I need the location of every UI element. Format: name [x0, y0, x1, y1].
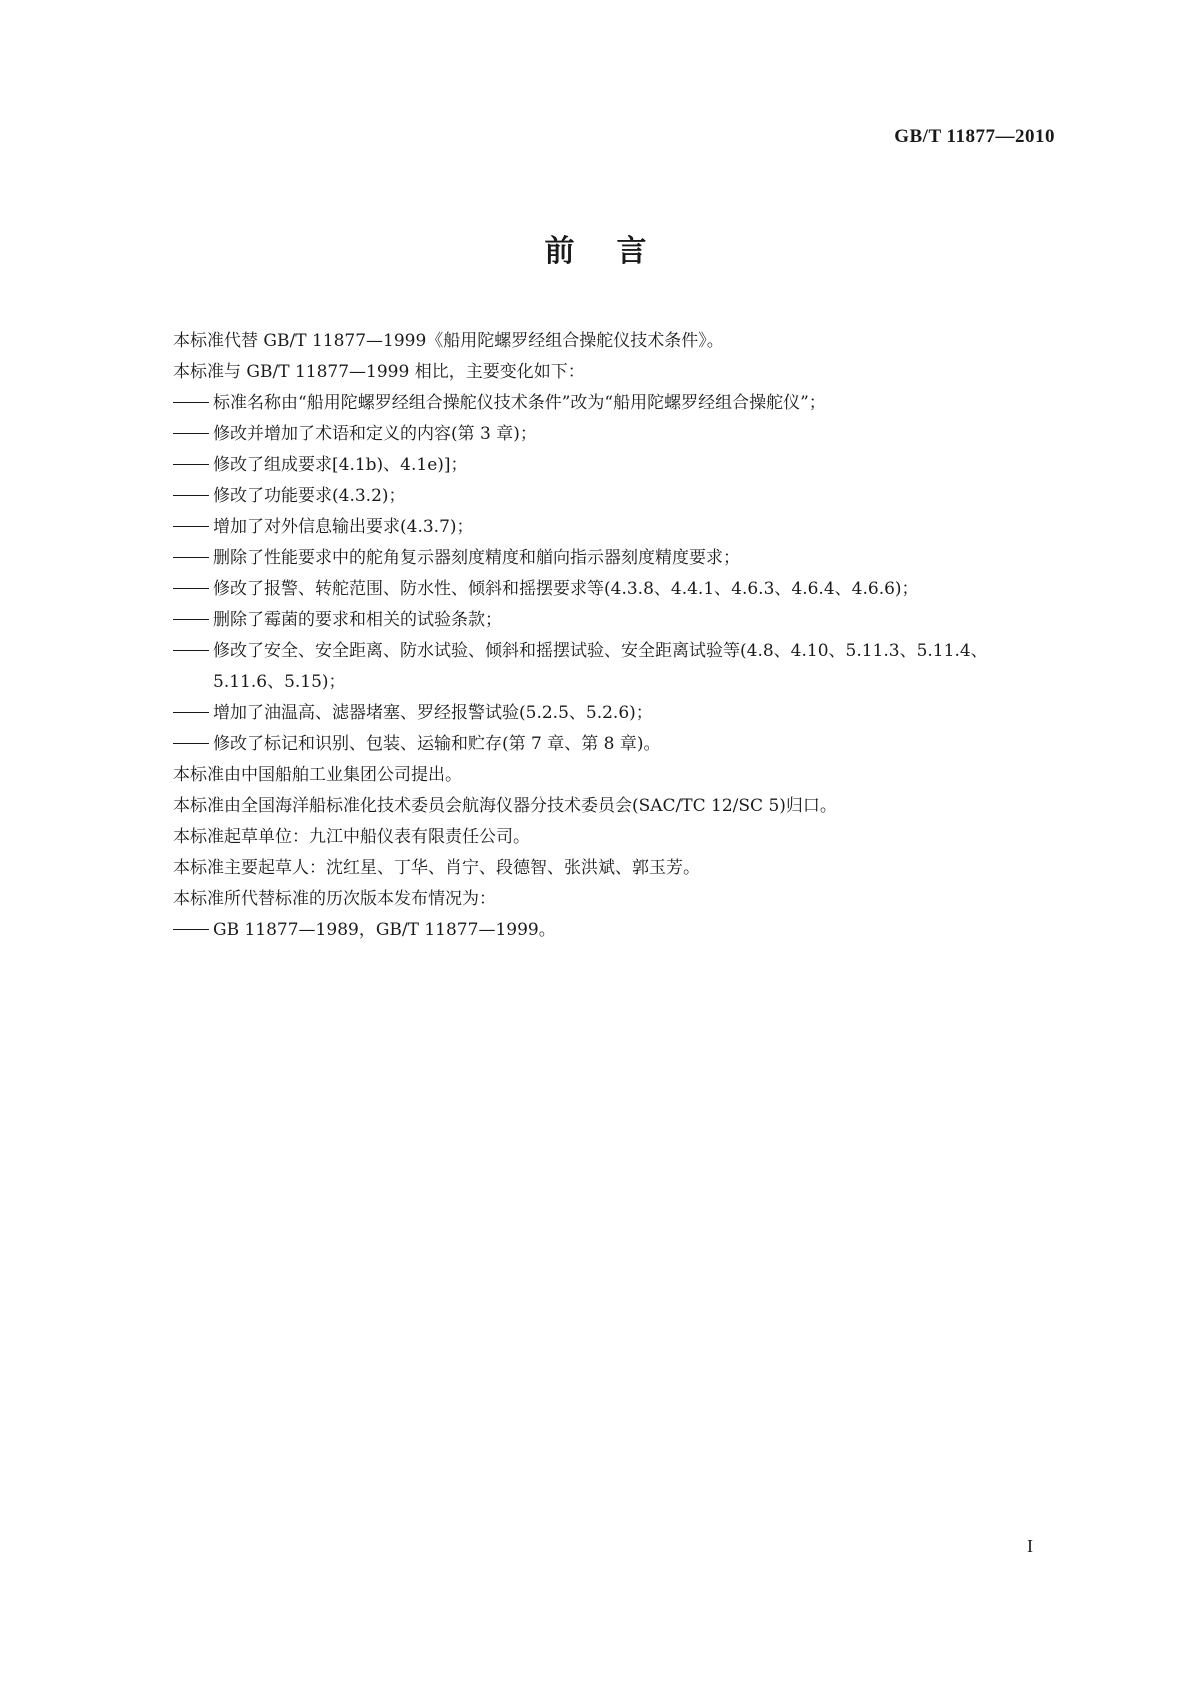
change-item — [173, 698, 1073, 729]
paragraph-drafting-unit: 本标准起草单位：九江中船仪表有限责任公司。 — [173, 827, 530, 847]
dash-marker — [173, 712, 209, 713]
dash-marker — [173, 402, 209, 403]
paragraph-history-intro: 本标准所代替标准的历次版本发布情况为： — [173, 889, 496, 909]
dash-marker — [173, 929, 209, 930]
paragraph-jurisdiction: 本标准由全国海洋船标准化技术委员会航海仪器分技术委员会(SAC/TC 12/SC 5)归口。 — [173, 796, 837, 816]
standard-number: GB/T 11877—2010 — [894, 126, 1055, 147]
change-item — [173, 388, 1073, 419]
change-item-text: 修改了组成要求[4.1b)、4.1e)]； — [213, 455, 468, 475]
change-item-text: 修改并增加了术语和定义的内容(第 3 章)； — [213, 424, 537, 444]
paragraph-drafters: 本标准主要起草人：沈红星、丁华、肖宁、段德智、张洪斌、郭玉芳。 — [173, 858, 700, 878]
change-item-text: 删除了霉菌的要求和相关的试验条款； — [213, 610, 502, 630]
change-item — [173, 481, 1073, 512]
dash-marker — [173, 557, 209, 558]
dash-marker — [173, 619, 209, 620]
history-item — [173, 915, 1073, 946]
dash-marker — [173, 743, 209, 744]
foreword-body — [173, 326, 1073, 946]
change-item-continuation: 5.11.6、5.15)； — [213, 672, 346, 692]
change-item-text: 修改了标记和识别、包装、运输和贮存(第 7 章、第 8 章)。 — [213, 734, 661, 754]
change-item — [173, 419, 1073, 450]
dash-marker — [173, 495, 209, 496]
change-item-text: 增加了油温高、滤器堵塞、罗经报警试验(5.2.5、5.2.6)； — [213, 703, 653, 723]
change-item-text: 修改了安全、安全距离、防水试验、倾斜和摇摆试验、安全距离试验等(4.8、4.10、5.11.3、5.11.4、 — [213, 641, 988, 661]
change-item-text: 标准名称由“船用陀螺罗经组合操舵仪技术条件”改为“船用陀螺罗经组合操舵仪”； — [213, 393, 826, 413]
change-item-text: 修改了功能要求(4.3.2)； — [213, 486, 406, 506]
dash-marker — [173, 526, 209, 527]
change-item — [173, 605, 1073, 636]
dash-marker — [173, 650, 209, 651]
dash-marker — [173, 464, 209, 465]
paragraph-changes-intro: 本标准与 GB/T 11877—1999 相比，主要变化如下： — [173, 362, 585, 382]
paragraph-replaces: 本标准代替 GB/T 11877—1999《船用陀螺罗经组合操舵仪技术条件》。 — [173, 331, 724, 351]
page-title: 前言 — [544, 234, 689, 269]
history-item-text: GB 11877—1989，GB/T 11877—1999。 — [213, 920, 556, 940]
dash-marker — [173, 433, 209, 434]
change-item — [173, 636, 1073, 667]
change-item-text: 增加了对外信息输出要求(4.3.7)； — [213, 517, 474, 537]
change-item-text: 修改了报警、转舵范围、防水性、倾斜和摇摆要求等(4.3.8、4.4.1、4.6.3、4.6.4、4.6.6)； — [213, 579, 919, 599]
paragraph-proposer: 本标准由中国船舶工业集团公司提出。 — [173, 765, 462, 785]
page-number: I — [1027, 1536, 1033, 1556]
change-item-text: 删除了性能要求中的舵角复示器刻度精度和艏向指示器刻度精度要求； — [213, 548, 740, 568]
change-item — [173, 512, 1073, 543]
change-item — [173, 543, 1073, 574]
change-item — [173, 450, 1073, 481]
dash-marker — [173, 588, 209, 589]
change-item — [173, 729, 1073, 760]
change-item — [173, 574, 1073, 605]
